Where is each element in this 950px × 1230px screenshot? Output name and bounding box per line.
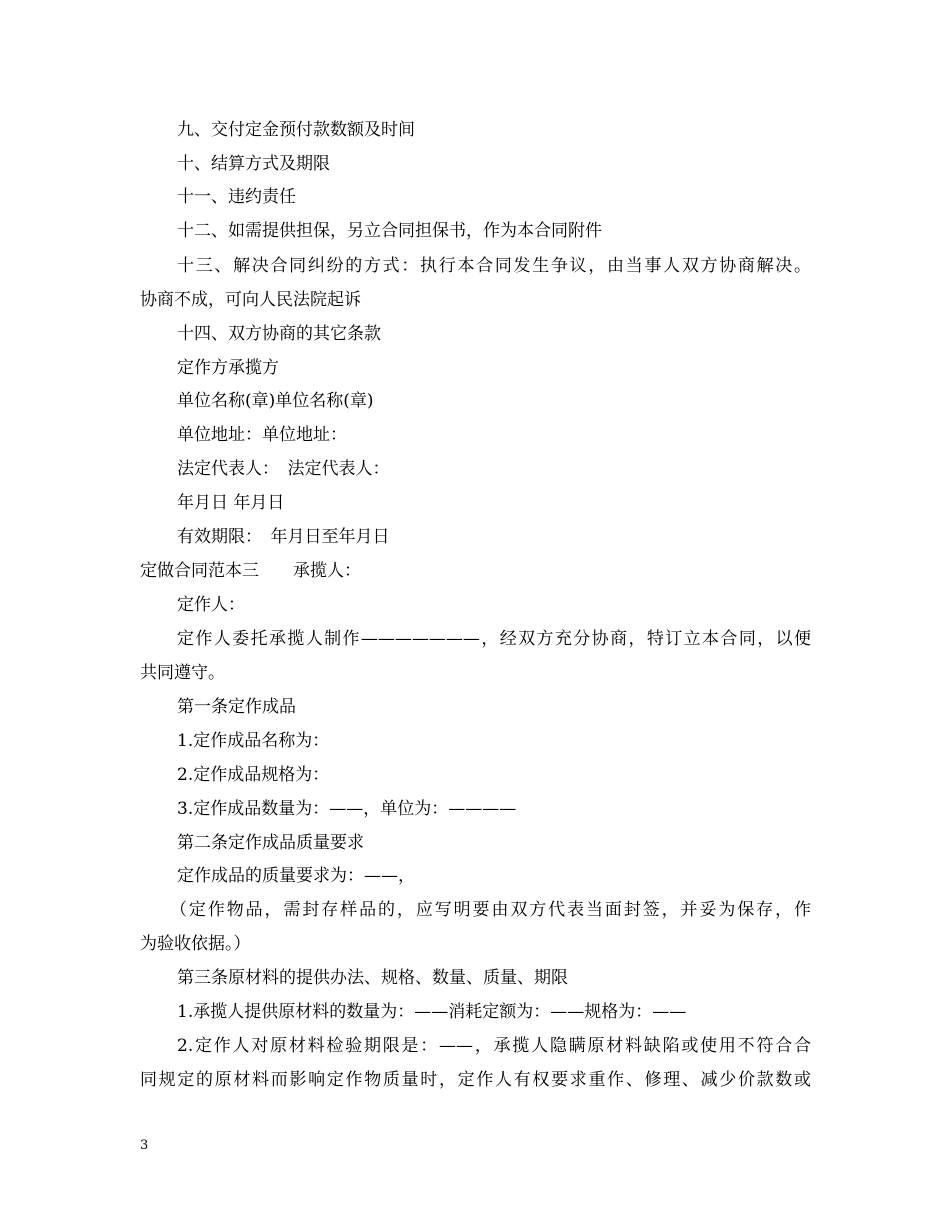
line-11: 法定代表人： 法定代表人：	[177, 459, 390, 479]
line-21: 3.定作成品数量为：——，单位为：————	[177, 799, 517, 819]
line-24: （定作物品，需封存样品的，应写明要由双方代表当面封签，并妥为保存，作	[170, 900, 811, 920]
line-2: 十、结算方式及期限	[177, 154, 330, 174]
line-15: 定作人：	[177, 595, 245, 615]
line-1: 九、交付定金预付款数额及时间	[177, 120, 415, 140]
page-number: 3	[140, 1138, 149, 1153]
line-28: 2.定作人对原材料检验期限是：——，承揽人隐瞒原材料缺陷或使用不符合合	[177, 1036, 811, 1056]
line-5: 十三、解决合同纠纷的方式：执行本合同发生争议，由当事人双方协商解决。	[177, 256, 811, 276]
line-23: 定作成品的质量要求为：——，	[177, 866, 415, 886]
line-20: 2.定作成品规格为：	[177, 765, 330, 785]
line-12: 年月日 年月日	[177, 493, 285, 513]
line-29: 同规定的原材料而影响定作物质量时，定作人有权要求重作、修理、减少价款数或	[140, 1070, 811, 1090]
line-18: 第一条定作成品	[177, 697, 296, 717]
line-9: 单位名称(章)单位名称(章)	[177, 391, 374, 411]
line-13: 有效期限： 年月日至年月日	[177, 527, 390, 547]
line-10: 单位地址：单位地址：	[177, 425, 347, 445]
line-16: 定作人委托承揽人制作———————，经双方充分协商，特订立本合同，以便	[177, 629, 811, 649]
line-3: 十一、违约责任	[177, 187, 296, 207]
line-27: 1.承揽人提供原材料的数量为：——消耗定额为：——规格为：——	[177, 1002, 687, 1022]
line-22: 第二条定作成品质量要求	[177, 833, 364, 853]
line-8: 定作方承揽方	[177, 358, 279, 378]
line-4: 十二、如需提供担保，另立合同担保书，作为本合同附件	[177, 221, 602, 241]
line-7: 十四、双方协商的其它条款	[177, 324, 381, 344]
line-19: 1.定作成品名称为：	[177, 731, 330, 751]
line-26: 第三条原材料的提供办法、规格、数量、质量、期限	[177, 968, 568, 988]
line-6: 协商不成，可向人民法院起诉	[140, 290, 361, 310]
line-17: 共同遵守。	[140, 663, 225, 683]
line-25: 为验收依据。）	[140, 934, 251, 954]
line-14: 定做合同范本三 承揽人：	[140, 561, 361, 581]
